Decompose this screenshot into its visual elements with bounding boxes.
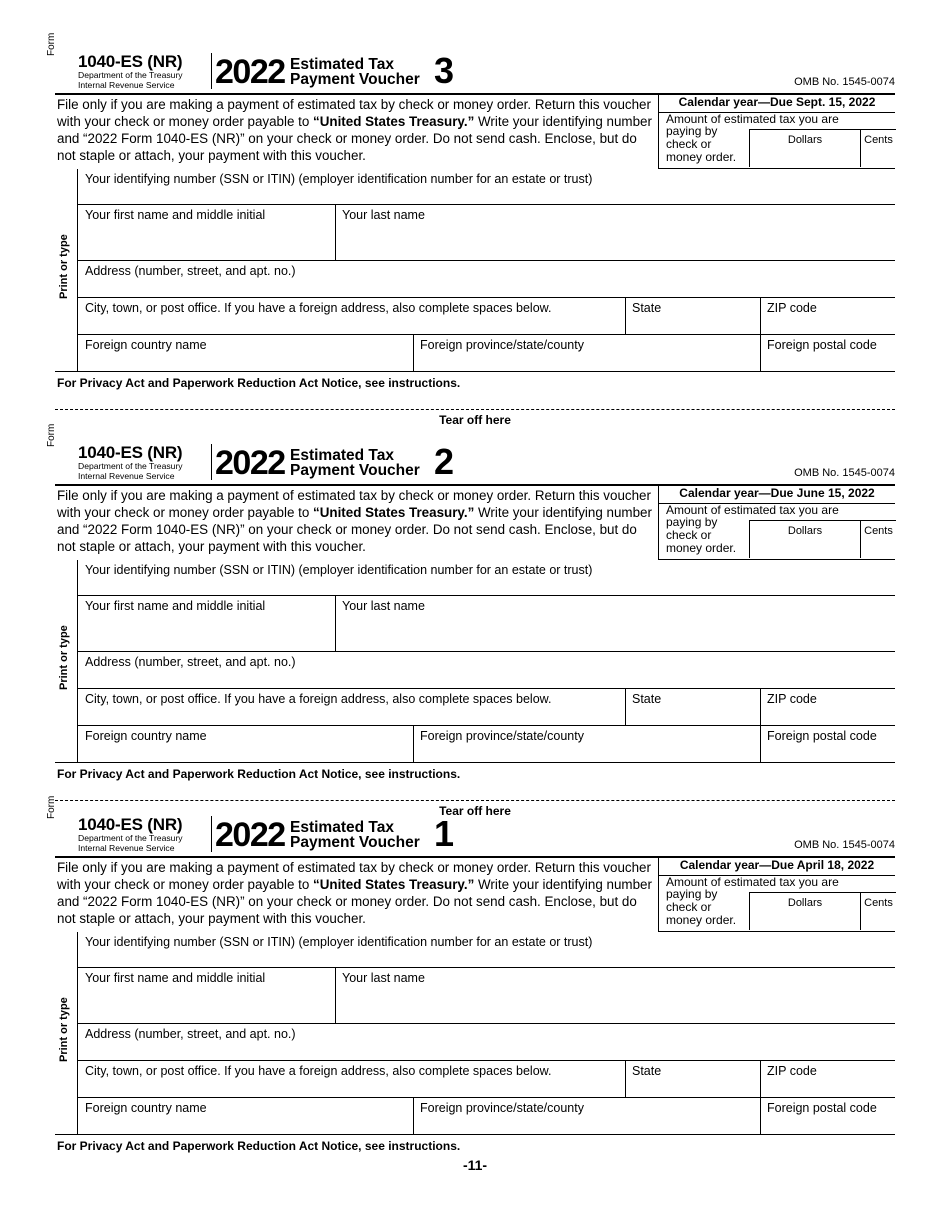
- cents-field[interactable]: Cents: [861, 129, 896, 167]
- privacy-notice: For Privacy Act and Paperwork Reduction Act Notice, see instructions.: [57, 767, 461, 781]
- paying-label: paying by check or money order.: [666, 124, 737, 164]
- amount-label: Amount of estimated tax you are: [666, 503, 839, 517]
- taxpayer-fields: [55, 560, 895, 763]
- amount-box: [658, 484, 895, 560]
- privacy-notice: For Privacy Act and Paperwork Reduction Act Notice, see instructions.: [57, 1139, 461, 1153]
- amount-box: [658, 856, 895, 932]
- last-name-field[interactable]: Your last name: [342, 208, 425, 222]
- foreign-country-field[interactable]: Foreign country name: [85, 1101, 207, 1115]
- voucher-instructions: File only if you are making a payment of estimated tax by check or money order. Return this voucher with your check or money order payable to “United States Treasury.” Write your identifying number and “2022 Form 1040-ES (NR)” on your check or money order. Do not send cash. Enclose, but do not staple or attach, your payment with this voucher.: [57, 488, 652, 554]
- taxpayer-fields: [55, 169, 895, 372]
- voucher-title: Estimated Tax Payment Voucher: [290, 56, 420, 88]
- foreign-postal-code-field[interactable]: Foreign postal code: [767, 1101, 877, 1115]
- header-divider: [211, 816, 212, 852]
- omb-number: OMB No. 1545-0074: [794, 76, 895, 88]
- last-name-field[interactable]: Your last name: [342, 971, 425, 985]
- state-field[interactable]: State: [632, 301, 662, 315]
- privacy-notice: For Privacy Act and Paperwork Reduction Act Notice, see instructions.: [57, 376, 461, 390]
- voucher-number: 1: [434, 813, 455, 854]
- cents-field[interactable]: Cents: [861, 520, 896, 558]
- state-field[interactable]: State: [632, 692, 662, 706]
- foreign-country-field[interactable]: Foreign country name: [85, 729, 207, 743]
- identifying-number-field[interactable]: Your identifying number (SSN or ITIN) (employer identification number for an estate or trust): [85, 935, 593, 949]
- foreign-province-field[interactable]: Foreign province/state/county: [420, 1101, 584, 1115]
- taxpayer-fields: [55, 932, 895, 1135]
- amount-label: Amount of estimated tax you are: [666, 112, 839, 126]
- form-number: 1040-ES (NR): [78, 52, 183, 71]
- print-or-type-label: Print or type: [55, 932, 78, 1135]
- calendar-due-date: Calendar year—Due June 15, 2022: [659, 484, 895, 504]
- first-name-field[interactable]: Your first name and middle initial: [85, 208, 266, 222]
- header-divider: [211, 53, 212, 89]
- department-name: Department of the Treasury Internal Revenue Service: [78, 70, 183, 90]
- foreign-postal-code-field[interactable]: Foreign postal code: [767, 729, 877, 743]
- foreign-province-field[interactable]: Foreign province/state/county: [420, 338, 584, 352]
- state-field[interactable]: State: [632, 1064, 662, 1078]
- payment-voucher: [0, 391, 950, 781]
- header-divider: [211, 444, 212, 480]
- first-name-field[interactable]: Your first name and middle initial: [85, 599, 266, 613]
- foreign-country-field[interactable]: Foreign country name: [85, 338, 207, 352]
- calendar-due-date: Calendar year—Due Sept. 15, 2022: [659, 93, 895, 113]
- page-number: -11-: [462, 1157, 488, 1173]
- identifying-number-field[interactable]: Your identifying number (SSN or ITIN) (employer identification number for an estate or trust): [85, 563, 593, 577]
- identifying-number-field[interactable]: Your identifying number (SSN or ITIN) (employer identification number for an estate or trust): [85, 172, 593, 186]
- tax-year: 2022: [215, 53, 285, 91]
- dollars-field[interactable]: Dollars: [749, 892, 861, 930]
- city-field[interactable]: City, town, or post office. If you have a foreign address, also complete spaces below.: [85, 301, 552, 315]
- voucher-number: 2: [434, 441, 455, 482]
- form-word: Form: [46, 423, 57, 447]
- print-or-type-label: Print or type: [55, 169, 78, 372]
- first-name-field[interactable]: Your first name and middle initial: [85, 971, 266, 985]
- payment-voucher: [0, 0, 950, 390]
- amount-box: [658, 93, 895, 169]
- zip-code-field[interactable]: ZIP code: [767, 692, 817, 706]
- department-name: Department of the Treasury Internal Revenue Service: [78, 461, 183, 481]
- foreign-postal-code-field[interactable]: Foreign postal code: [767, 338, 877, 352]
- address-field[interactable]: Address (number, street, and apt. no.): [85, 1027, 296, 1041]
- tear-off-label: Tear off here: [439, 804, 511, 818]
- zip-code-field[interactable]: ZIP code: [767, 1064, 817, 1078]
- voucher-title: Estimated Tax Payment Voucher: [290, 447, 420, 479]
- dollars-field[interactable]: Dollars: [749, 129, 861, 167]
- foreign-province-field[interactable]: Foreign province/state/county: [420, 729, 584, 743]
- voucher-instructions: File only if you are making a payment of estimated tax by check or money order. Return this voucher with your check or money order payable to “United States Treasury.” Write your identifying number and “2022 Form 1040-ES (NR)” on your check or money order. Do not send cash. Enclose, but do not staple or attach, your payment with this voucher.: [57, 860, 652, 926]
- zip-code-field[interactable]: ZIP code: [767, 301, 817, 315]
- omb-number: OMB No. 1545-0074: [794, 839, 895, 851]
- cents-field[interactable]: Cents: [861, 892, 896, 930]
- last-name-field[interactable]: Your last name: [342, 599, 425, 613]
- tax-year: 2022: [215, 444, 285, 482]
- paying-label: paying by check or money order.: [666, 887, 737, 927]
- form-number: 1040-ES (NR): [78, 815, 183, 834]
- print-or-type-label: Print or type: [55, 560, 78, 763]
- omb-number: OMB No. 1545-0074: [794, 467, 895, 479]
- city-field[interactable]: City, town, or post office. If you have a foreign address, also complete spaces below.: [85, 692, 552, 706]
- payment-voucher: [0, 763, 950, 1153]
- amount-label: Amount of estimated tax you are: [666, 875, 839, 889]
- voucher-number: 3: [434, 50, 455, 91]
- form-word: Form: [46, 32, 57, 56]
- address-field[interactable]: Address (number, street, and apt. no.): [85, 264, 296, 278]
- tear-line: [55, 800, 895, 801]
- tax-year: 2022: [215, 816, 285, 854]
- tear-off-label: Tear off here: [439, 413, 511, 427]
- calendar-due-date: Calendar year—Due April 18, 2022: [659, 856, 895, 876]
- form-number: 1040-ES (NR): [78, 443, 183, 462]
- city-field[interactable]: City, town, or post office. If you have a foreign address, also complete spaces below.: [85, 1064, 552, 1078]
- tear-line: [55, 409, 895, 410]
- voucher-instructions: File only if you are making a payment of estimated tax by check or money order. Return this voucher with your check or money order payable to “United States Treasury.” Write your identifying number and “2022 Form 1040-ES (NR)” on your check or money order. Do not send cash. Enclose, but do not staple or attach, your payment with this voucher.: [57, 97, 652, 163]
- address-field[interactable]: Address (number, street, and apt. no.): [85, 655, 296, 669]
- paying-label: paying by check or money order.: [666, 515, 737, 555]
- dollars-field[interactable]: Dollars: [749, 520, 861, 558]
- department-name: Department of the Treasury Internal Revenue Service: [78, 833, 183, 853]
- voucher-title: Estimated Tax Payment Voucher: [290, 819, 420, 851]
- form-word: Form: [46, 795, 57, 819]
